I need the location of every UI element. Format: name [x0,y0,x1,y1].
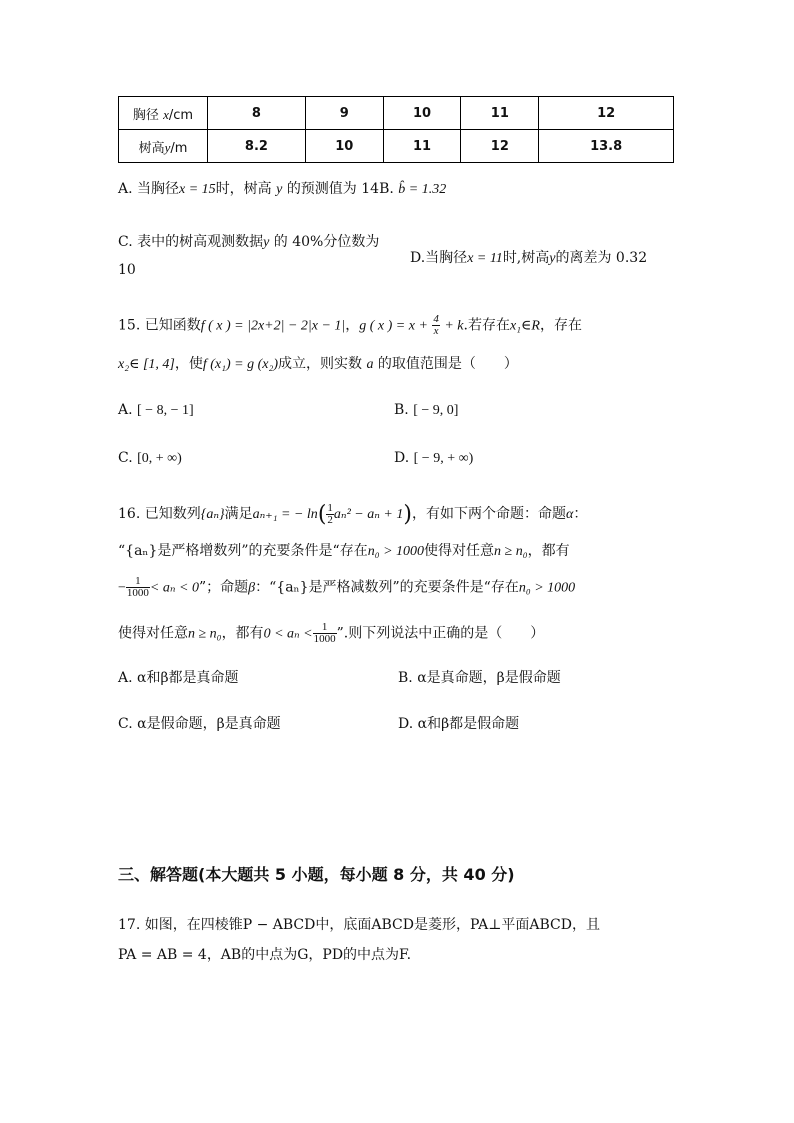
table-cell: 8 [208,97,306,130]
q14-option-c: C. 表中的树高观测数据y 的 40%分位数为 [118,234,380,250]
q14-option-b: b̂ = 1.32 [398,182,447,197]
q15-stem-line1: 15. 已知函数f ( x ) = |2x+2| − 2|x − 1|，g ( x ) = x + $\frac{4}{x}$ + k.若存在x₁∈R，存在 [118,313,582,337]
table-row-label-height: 树高y/m [119,130,208,163]
q14-option-c-value: 10 [118,262,136,278]
table-row [119,97,674,130]
q15-option-d: D. [ − 9, + ∞) [394,450,474,466]
q15-stem-line2: x₂∈ [1, 4]，使f (x₁) = g (x₂)成立，则实数 a 的取值范围是（ ） [118,356,518,372]
table-cell: 12 [461,130,539,163]
data-table [118,96,674,163]
table-cell: 10 [383,97,461,130]
table-cell: 9 [305,97,383,130]
table-cell: 11 [383,130,461,163]
q16-option-c: C. α是假命题，β是真命题 [118,716,281,732]
q16-option-b: B. α是真命题，β是假命题 [398,670,561,686]
section-heading: 三、解答题(本大题共 5 小题，每小题 8 分，共 40 分) [118,865,515,884]
q15-option-c: C. [0, + ∞) [118,450,182,466]
table-cell: 8.2 [208,130,306,163]
q16-stem-line4: 使得对任意n ≥ n₀，都有0 < aₙ < $\frac{1}{1000}$ ”.则下列说法中正确的是（ ） [118,621,545,645]
q16-stem-line1: 16. 已知数列{aₙ}满足aₙ₊₁ = − ln( $\frac{1}{2}$ aₙ² − aₙ + 1)，有如下两个命题：命题α： [118,501,588,527]
q16-stem-line3: − $\frac{1}{1000}$ < aₙ < 0”；命题β：“{aₙ}是严格减数列”的充要条件是“存在n₀ > 1000 [118,575,576,599]
table-cell: 11 [461,97,539,130]
q14-option-a: A. 当胸径x = 15时，树高 y 的预测值为 14B. b̂ = 1.32 [118,181,447,197]
table-cell: 12 [539,97,674,130]
q16-option-d: D. α和β都是假命题 [398,716,520,732]
table-row-label-diameter: 胸径 x/cm [119,97,208,130]
q15-option-b: B. [ − 9, 0] [394,402,459,418]
table-cell: 10 [305,130,383,163]
table-cell: 13.8 [539,130,674,163]
q17-stem-line2: PA = AB = 4，AB的中点为G，PD的中点为F. [118,947,412,963]
q17-stem-line1: 17. 如图，在四棱锥P − ABCD中，底面ABCD是菱形，PA⊥平面ABCD，且 [118,917,600,933]
q16-stem-line2: “{aₙ}是严格增数列”的充要条件是“存在n₀ > 1000使得对任意n ≥ n₀，都有 [118,543,570,559]
q16-option-a: A. α和β都是真命题 [118,670,239,686]
q15-option-a: A. [ − 8, − 1] [118,402,194,418]
table-row [119,130,674,163]
q14-option-d: D.当胸径x = 11时,树高y的离差为 0.32 [410,250,648,266]
